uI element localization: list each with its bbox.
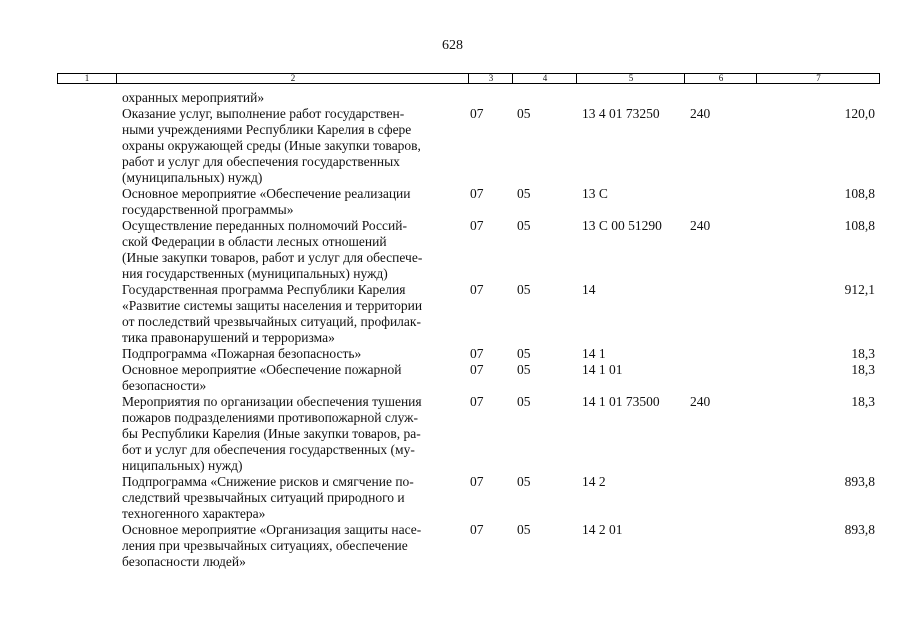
description-line: Подпрограмма «Снижение рисков и смягчение по- xyxy=(122,474,414,489)
section-code: 07 xyxy=(470,218,484,233)
header-col-3: 3 xyxy=(468,74,513,83)
section-code: 07 xyxy=(470,474,484,489)
description-line: безопасности людей» xyxy=(122,554,246,569)
description-line: техногенного характера» xyxy=(122,506,266,521)
section-code: 07 xyxy=(470,186,484,201)
row-description xyxy=(122,186,464,218)
subsection-code: 05 xyxy=(517,474,531,489)
row-description xyxy=(122,282,464,346)
target-article-code: 14 1 01 xyxy=(582,362,623,377)
description-line: Основное мероприятие «Обеспечение реализации xyxy=(122,186,411,201)
description-line: бы Республики Карелия (Иные закупки товаров, ра- xyxy=(122,426,421,441)
description-line: бот и услуг для обеспечения государственных (му- xyxy=(122,442,415,457)
section-code: 07 xyxy=(470,362,484,377)
subsection-code: 05 xyxy=(517,362,531,377)
table-row xyxy=(0,394,905,474)
amount: 108,8 xyxy=(844,218,875,233)
table-row xyxy=(0,218,905,282)
amount: 18,3 xyxy=(851,362,875,377)
section-code: 07 xyxy=(470,346,484,361)
description-line: охранных мероприятий» xyxy=(122,90,265,105)
amount: 120,0 xyxy=(844,106,875,121)
table-header xyxy=(57,73,880,84)
header-col-1: 1 xyxy=(84,73,90,83)
table-row xyxy=(0,106,905,186)
subsection-code: 05 xyxy=(517,394,531,409)
header-col-4: 4 xyxy=(512,74,577,83)
target-article-code: 14 1 xyxy=(582,346,606,361)
expense-type-code: 240 xyxy=(690,218,711,233)
table-row xyxy=(0,90,905,106)
header-col-6: 6 xyxy=(684,74,757,83)
description-line: безопасности» xyxy=(122,378,207,393)
table-row xyxy=(0,362,905,394)
section-code: 07 xyxy=(470,394,484,409)
description-line: Основное мероприятие «Обеспечение пожарной xyxy=(122,362,402,377)
section-code: 07 xyxy=(470,106,484,121)
header-col-2: 2 xyxy=(116,74,469,83)
description-line: следствий чрезвычайных ситуаций природного и xyxy=(122,490,405,505)
subsection-code: 05 xyxy=(517,186,531,201)
row-description xyxy=(122,90,464,106)
target-article-code: 14 2 01 xyxy=(582,522,623,537)
section-code: 07 xyxy=(470,282,484,297)
subsection-code: 05 xyxy=(517,106,531,121)
amount: 912,1 xyxy=(844,282,875,297)
row-description xyxy=(122,474,464,522)
description-line: ской Федерации в области лесных отношений xyxy=(122,234,387,249)
page-number: 628 xyxy=(442,38,463,53)
subsection-code: 05 xyxy=(517,522,531,537)
target-article-code: 14 1 01 73500 xyxy=(582,394,660,409)
description-line: от последствий чрезвычайных ситуаций, профилак- xyxy=(122,314,421,329)
table-row xyxy=(0,346,905,362)
description-line: (муниципальных) нужд) xyxy=(122,170,263,185)
subsection-code: 05 xyxy=(517,218,531,233)
expense-type-code: 240 xyxy=(690,106,711,121)
header-col-7: 7 xyxy=(756,74,880,83)
section-code: 07 xyxy=(470,522,484,537)
target-article-code: 13 С xyxy=(582,186,608,201)
row-description xyxy=(122,362,464,394)
row-description xyxy=(122,346,464,362)
row-description xyxy=(122,106,464,186)
description-line: пожаров подразделениями противопожарной служ- xyxy=(122,410,418,425)
amount: 18,3 xyxy=(851,394,875,409)
description-line: охраны окружающей среды (Иные закупки товаров, xyxy=(122,138,421,153)
header-col-5: 5 xyxy=(576,74,685,83)
row-description xyxy=(122,522,464,570)
description-line: Осуществление переданных полномочий Россий- xyxy=(122,218,407,233)
amount: 18,3 xyxy=(851,346,875,361)
table-row xyxy=(0,186,905,218)
description-line: Основное мероприятие «Организация защиты насе- xyxy=(122,522,422,537)
description-line: Мероприятия по организации обеспечения тушения xyxy=(122,394,422,409)
target-article-code: 14 xyxy=(582,282,596,297)
amount: 893,8 xyxy=(844,474,875,489)
description-line: ниципальных) нужд) xyxy=(122,458,243,473)
amount: 893,8 xyxy=(844,522,875,537)
table-row xyxy=(0,282,905,346)
description-line: Подпрограмма «Пожарная безопасность» xyxy=(122,346,362,361)
description-line: «Развитие системы защиты населения и территории xyxy=(122,298,423,313)
row-description xyxy=(122,394,464,474)
subsection-code: 05 xyxy=(517,346,531,361)
description-line: тика правонарушений и терроризма» xyxy=(122,330,335,345)
table-row xyxy=(0,474,905,522)
target-article-code: 13 С 00 51290 xyxy=(582,218,662,233)
target-article-code: 14 2 xyxy=(582,474,606,489)
description-line: ния государственных (муниципальных) нужд) xyxy=(122,266,388,281)
row-description xyxy=(122,218,464,282)
description-line: работ и услуг для обеспечения государственных xyxy=(122,154,400,169)
target-article-code: 13 4 01 73250 xyxy=(582,106,660,121)
description-line: Государственная программа Республики Карелия xyxy=(122,282,406,297)
expense-type-code: 240 xyxy=(690,394,711,409)
subsection-code: 05 xyxy=(517,282,531,297)
description-line: (Иные закупки товаров, работ и услуг для обеспече- xyxy=(122,250,423,265)
description-line: ления при чрезвычайных ситуациях, обеспечение xyxy=(122,538,408,553)
amount: 108,8 xyxy=(844,186,875,201)
description-line: Оказание услуг, выполнение работ государствен- xyxy=(122,106,405,121)
description-line: государственной программы» xyxy=(122,202,294,217)
description-line: ными учреждениями Республики Карелия в сфере xyxy=(122,122,412,137)
table-row xyxy=(0,522,905,570)
